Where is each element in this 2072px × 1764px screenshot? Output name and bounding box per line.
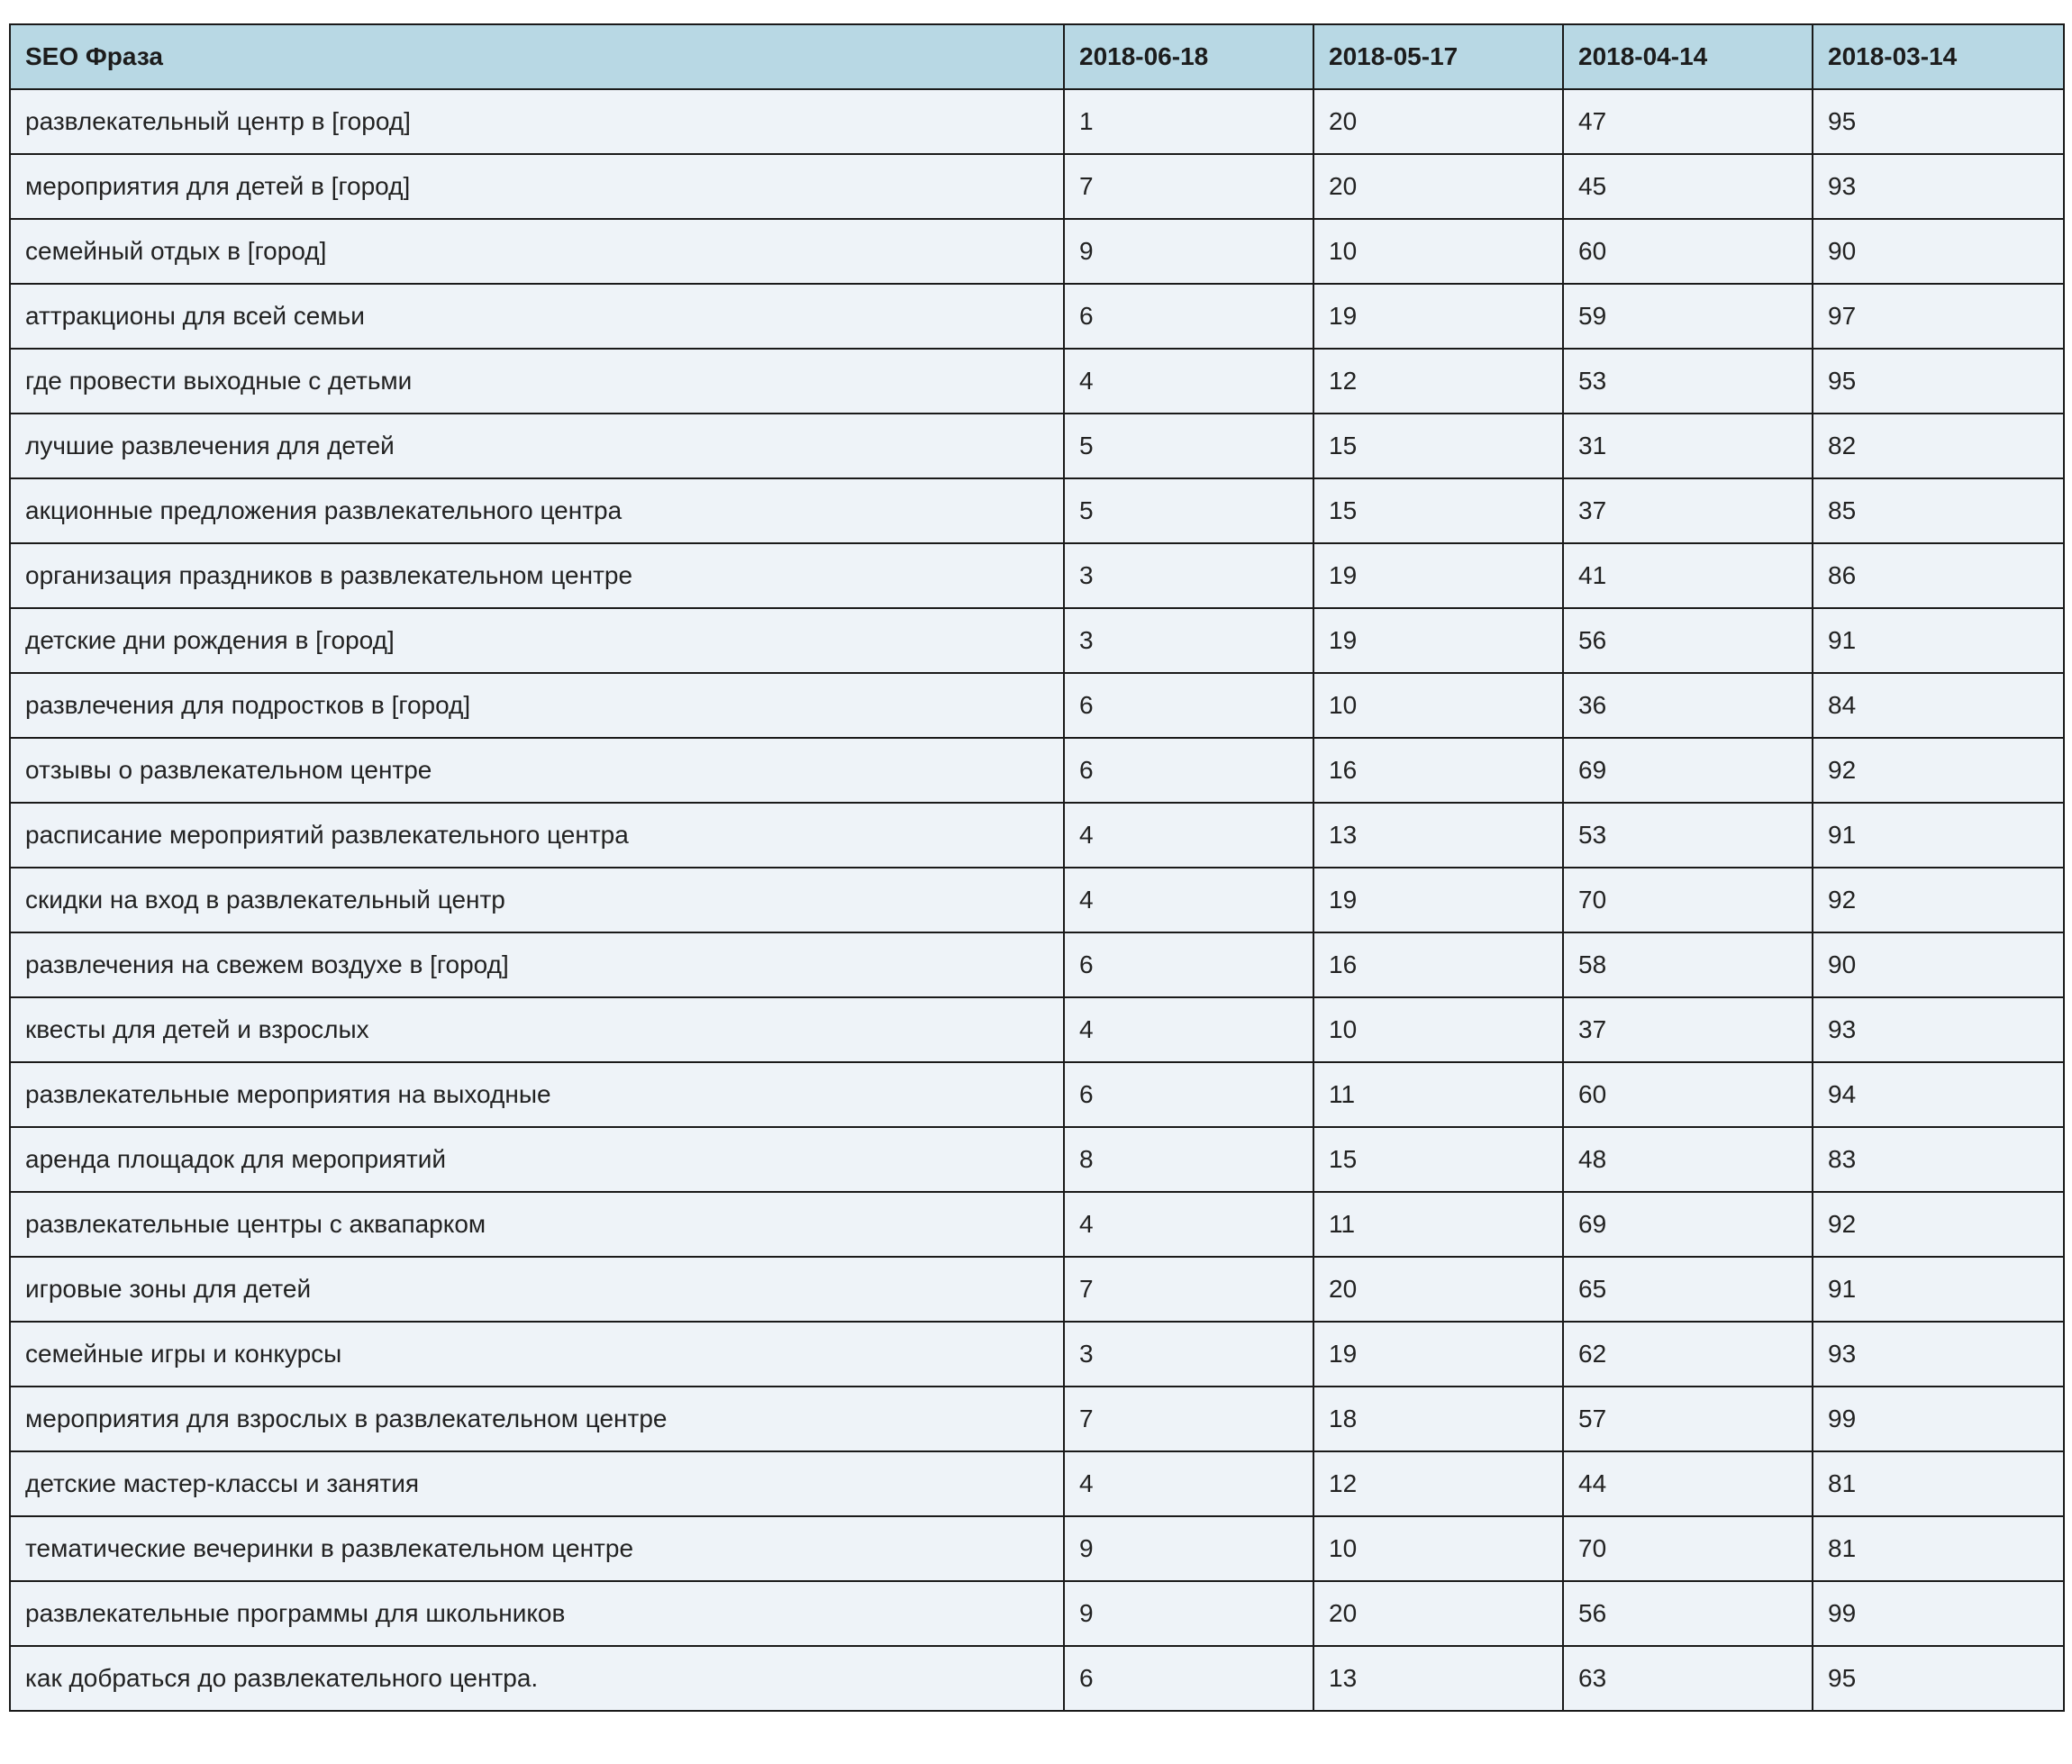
position-cell: 20 (1313, 89, 1563, 154)
position-cell: 15 (1313, 478, 1563, 543)
table-row (10, 1646, 2064, 1711)
table-row (10, 1192, 2064, 1257)
table-row (10, 543, 2064, 608)
table-row (10, 673, 2064, 738)
position-cell: 90 (1813, 932, 2064, 997)
table-row (10, 608, 2064, 673)
position-cell: 19 (1313, 284, 1563, 349)
position-cell: 20 (1313, 1581, 1563, 1646)
column-header-seo-phrase: SEO Фраза (10, 24, 1064, 89)
table-row (10, 1451, 2064, 1516)
position-cell: 90 (1813, 219, 2064, 284)
seo-phrase-cell: расписание мероприятий развлекательного центра (10, 803, 1064, 868)
position-cell: 20 (1313, 154, 1563, 219)
position-cell: 11 (1313, 1062, 1563, 1127)
position-cell: 86 (1813, 543, 2064, 608)
seo-phrase-cell: развлечения на свежем воздухе в [город] (10, 932, 1064, 997)
position-cell: 5 (1064, 478, 1313, 543)
seo-phrase-cell: организация праздников в развлекательном центре (10, 543, 1064, 608)
position-cell: 44 (1563, 1451, 1813, 1516)
position-cell: 8 (1064, 1127, 1313, 1192)
position-cell: 53 (1563, 803, 1813, 868)
seo-phrase-cell: аренда площадок для мероприятий (10, 1127, 1064, 1192)
position-cell: 97 (1813, 284, 2064, 349)
table-row (10, 738, 2064, 803)
table-row (10, 1581, 2064, 1646)
column-header-date-2: 2018-05-17 (1313, 24, 1563, 89)
position-cell: 93 (1813, 997, 2064, 1062)
seo-phrase-cell: развлекательные центры с аквапарком (10, 1192, 1064, 1257)
seo-phrase-cell: акционные предложения развлекательного центра (10, 478, 1064, 543)
position-cell: 82 (1813, 414, 2064, 478)
position-cell: 60 (1563, 1062, 1813, 1127)
position-cell: 16 (1313, 932, 1563, 997)
position-cell: 7 (1064, 154, 1313, 219)
seo-phrase-cell: развлекательные программы для школьников (10, 1581, 1064, 1646)
position-cell: 10 (1313, 673, 1563, 738)
seo-phrase-cell: где провести выходные с детьми (10, 349, 1064, 414)
position-cell: 69 (1563, 738, 1813, 803)
position-cell: 12 (1313, 1451, 1563, 1516)
position-cell: 12 (1313, 349, 1563, 414)
position-cell: 83 (1813, 1127, 2064, 1192)
position-cell: 11 (1313, 1192, 1563, 1257)
table-row (10, 1257, 2064, 1322)
position-cell: 99 (1813, 1581, 2064, 1646)
table-header (10, 24, 2064, 89)
position-cell: 45 (1563, 154, 1813, 219)
position-cell: 36 (1563, 673, 1813, 738)
position-cell: 69 (1563, 1192, 1813, 1257)
position-cell: 84 (1813, 673, 2064, 738)
position-cell: 95 (1813, 349, 2064, 414)
position-cell: 19 (1313, 1322, 1563, 1387)
position-cell: 99 (1813, 1387, 2064, 1451)
seo-phrase-cell: как добраться до развлекательного центра. (10, 1646, 1064, 1711)
table-row (10, 414, 2064, 478)
table-row (10, 997, 2064, 1062)
position-cell: 9 (1064, 1581, 1313, 1646)
position-cell: 19 (1313, 608, 1563, 673)
position-cell: 3 (1064, 1322, 1313, 1387)
position-cell: 37 (1563, 997, 1813, 1062)
table-row (10, 219, 2064, 284)
position-cell: 37 (1563, 478, 1813, 543)
position-cell: 65 (1563, 1257, 1813, 1322)
position-cell: 19 (1313, 868, 1563, 932)
seo-phrase-cell: отзывы о развлекательном центре (10, 738, 1064, 803)
seo-phrase-cell: игровые зоны для детей (10, 1257, 1064, 1322)
seo-phrase-cell: детские мастер-классы и занятия (10, 1451, 1064, 1516)
position-cell: 91 (1813, 803, 2064, 868)
position-cell: 81 (1813, 1516, 2064, 1581)
position-cell: 6 (1064, 1062, 1313, 1127)
table-row (10, 932, 2064, 997)
position-cell: 6 (1064, 1646, 1313, 1711)
position-cell: 6 (1064, 738, 1313, 803)
table-row (10, 284, 2064, 349)
header-row (10, 24, 2064, 89)
table-row (10, 803, 2064, 868)
seo-phrase-cell: скидки на вход в развлекательный центр (10, 868, 1064, 932)
position-cell: 4 (1064, 349, 1313, 414)
position-cell: 92 (1813, 868, 2064, 932)
position-cell: 58 (1563, 932, 1813, 997)
position-cell: 4 (1064, 868, 1313, 932)
seo-phrase-cell: семейные игры и конкурсы (10, 1322, 1064, 1387)
position-cell: 10 (1313, 1516, 1563, 1581)
table-row (10, 1127, 2064, 1192)
position-cell: 7 (1064, 1387, 1313, 1451)
position-cell: 95 (1813, 89, 2064, 154)
position-cell: 13 (1313, 1646, 1563, 1711)
position-cell: 13 (1313, 803, 1563, 868)
position-cell: 5 (1064, 414, 1313, 478)
seo-phrase-cell: мероприятия для детей в [город] (10, 154, 1064, 219)
position-cell: 1 (1064, 89, 1313, 154)
position-cell: 59 (1563, 284, 1813, 349)
seo-phrase-cell: тематические вечеринки в развлекательном центре (10, 1516, 1064, 1581)
position-cell: 19 (1313, 543, 1563, 608)
seo-phrase-cell: аттракционы для всей семьи (10, 284, 1064, 349)
position-cell: 53 (1563, 349, 1813, 414)
position-cell: 60 (1563, 219, 1813, 284)
position-cell: 93 (1813, 154, 2064, 219)
position-cell: 56 (1563, 608, 1813, 673)
position-cell: 15 (1313, 1127, 1563, 1192)
table-row (10, 868, 2064, 932)
position-cell: 4 (1064, 1451, 1313, 1516)
seo-phrase-cell: квесты для детей и взрослых (10, 997, 1064, 1062)
position-cell: 9 (1064, 1516, 1313, 1581)
position-cell: 3 (1064, 608, 1313, 673)
table-row (10, 154, 2064, 219)
column-header-date-1: 2018-06-18 (1064, 24, 1313, 89)
position-cell: 18 (1313, 1387, 1563, 1451)
seo-phrase-cell: мероприятия для взрослых в развлекательном центре (10, 1387, 1064, 1451)
position-cell: 3 (1064, 543, 1313, 608)
position-cell: 85 (1813, 478, 2064, 543)
table-row (10, 1516, 2064, 1581)
position-cell: 4 (1064, 803, 1313, 868)
position-cell: 20 (1313, 1257, 1563, 1322)
seo-rankings-table (9, 23, 2065, 1712)
column-header-date-3: 2018-04-14 (1563, 24, 1813, 89)
position-cell: 31 (1563, 414, 1813, 478)
position-cell: 92 (1813, 1192, 2064, 1257)
position-cell: 15 (1313, 414, 1563, 478)
table-row (10, 1387, 2064, 1451)
position-cell: 94 (1813, 1062, 2064, 1127)
table-row (10, 1062, 2064, 1127)
table-row (10, 349, 2064, 414)
position-cell: 4 (1064, 1192, 1313, 1257)
seo-table-container (9, 23, 2063, 1712)
position-cell: 9 (1064, 219, 1313, 284)
seo-phrase-cell: семейный отдых в [город] (10, 219, 1064, 284)
position-cell: 92 (1813, 738, 2064, 803)
position-cell: 4 (1064, 997, 1313, 1062)
position-cell: 10 (1313, 997, 1563, 1062)
position-cell: 48 (1563, 1127, 1813, 1192)
position-cell: 16 (1313, 738, 1563, 803)
position-cell: 81 (1813, 1451, 2064, 1516)
position-cell: 6 (1064, 673, 1313, 738)
seo-phrase-cell: развлекательный центр в [город] (10, 89, 1064, 154)
position-cell: 70 (1563, 1516, 1813, 1581)
position-cell: 63 (1563, 1646, 1813, 1711)
position-cell: 57 (1563, 1387, 1813, 1451)
position-cell: 91 (1813, 608, 2064, 673)
position-cell: 93 (1813, 1322, 2064, 1387)
table-row (10, 89, 2064, 154)
table-row (10, 478, 2064, 543)
seo-phrase-cell: детские дни рождения в [город] (10, 608, 1064, 673)
position-cell: 95 (1813, 1646, 2064, 1711)
position-cell: 7 (1064, 1257, 1313, 1322)
seo-phrase-cell: развлечения для подростков в [город] (10, 673, 1064, 738)
position-cell: 91 (1813, 1257, 2064, 1322)
position-cell: 62 (1563, 1322, 1813, 1387)
position-cell: 6 (1064, 284, 1313, 349)
position-cell: 56 (1563, 1581, 1813, 1646)
position-cell: 70 (1563, 868, 1813, 932)
position-cell: 47 (1563, 89, 1813, 154)
seo-phrase-cell: лучшие развлечения для детей (10, 414, 1064, 478)
column-header-date-4: 2018-03-14 (1813, 24, 2064, 89)
seo-phrase-cell: развлекательные мероприятия на выходные (10, 1062, 1064, 1127)
table-body (10, 89, 2064, 1711)
position-cell: 6 (1064, 932, 1313, 997)
table-row (10, 1322, 2064, 1387)
position-cell: 41 (1563, 543, 1813, 608)
position-cell: 10 (1313, 219, 1563, 284)
